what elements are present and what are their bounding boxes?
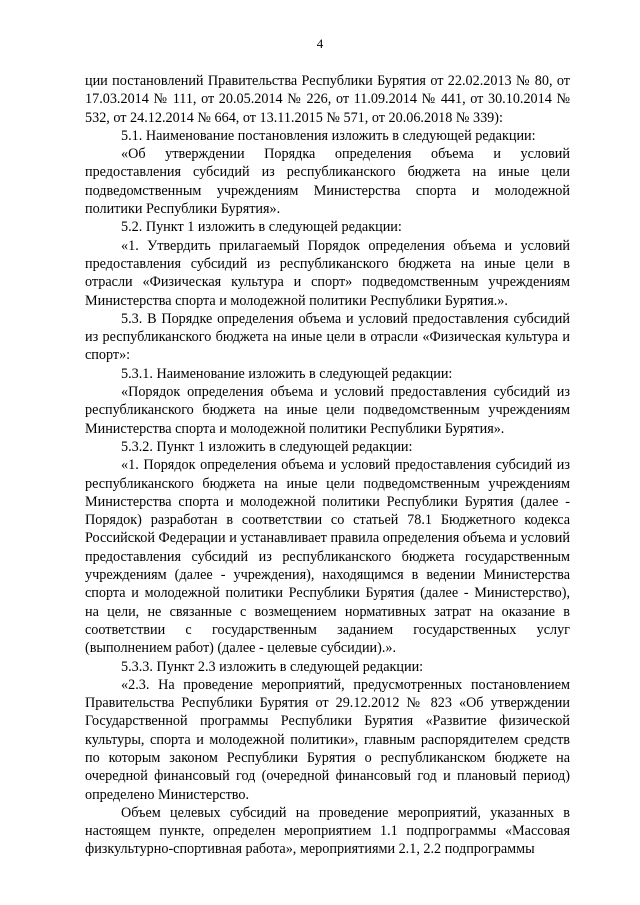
paragraph: 5.3.2. Пункт 1 изложить в следующей редакции: (121, 438, 413, 455)
paragraph: 5.1. Наименование постановления изложить в следующей редакции: (121, 127, 536, 144)
paragraph: «1. Порядок определения объема и условий предоставления субсидий из республиканского бюджета на иные цели подведомственным учреждениям Министерства спорта и молодежной политики Республики Бурятия (далее - Порядок) разработан в соответствии со статьей 78.1 Бюджетного кодекса Российской Федерации и устанавливает правила определения объема и условий предоставления субсидий из республиканского бюджета государственным учреждениям (далее - учреждения), находящимся в ведении Министерства спорта и молодежной политики Республики Бурятия (далее - Министерство), на цели, не связанные с возмещением нормативных затрат на оказание в соответствии с государственным заданием государственных услуг (выполнением работ) (далее - целевые субсидии).». (85, 457, 570, 657)
paragraph: 5.3.1. Наименование изложить в следующей редакции: (121, 365, 453, 382)
paragraph: 5.2. Пункт 1 изложить в следующей редакции: (121, 219, 402, 236)
paragraph: 5.3. В Порядке определения объема и условий предоставления субсидий из республиканского бюджета на иные цели в отрасли «Физическая культура и спорт»: (85, 310, 570, 364)
paragraph: «Об утверждении Порядка определения объема и условий предоставления субсидий из республиканского бюджета на иные цели подведомственным учреждениям Министерства спорта и молодежной политики Республики Бурятия». (85, 146, 570, 218)
paragraph: Объем целевых субсидий на проведение мероприятий, указанных в настоящем пункте, определен мероприятием 1.1 подпрограммы «Массовая физкультурно-спортивная работа», мероприятиями 2.1, 2.2 подпрограммы (85, 804, 570, 858)
paragraph: «2.3. На проведение мероприятий, предусмотренных постановлением Правительства Республики Бурятия от 29.12.2012 № 823 «Об утверждении Государственной программы Республики Бурятия «Развитие физической культуры, спорта и молодежной политики», главным распорядителем средств по которым законом Республики Бурятия о республиканском бюджете на очередной финансовый год (очередной финансовый год и плановый период) определено Министерство. (85, 676, 570, 803)
document-body (85, 72, 570, 859)
paragraph: «1. Утвердить прилагаемый Порядок определения объема и условий предоставления субсидий из республиканского бюджета на иные цели в отрасли «Физическая культура и спорт» подведомственным учреждениям Министерства спорта и молодежной политики Республики Бурятия.». (85, 237, 570, 309)
paragraph: 5.3.3. Пункт 2.3 изложить в следующей редакции: (121, 658, 424, 675)
page-number: 4 (316, 36, 324, 51)
paragraph: ции постановлений Правительства Республики Бурятия от 22.02.2013 № 80, от 17.03.2014 № 111, от 20.05.2014 № 226, от 11.09.2014 № 441, от 30.10.2014 № 532, от 24.12.2014 № 664, от 13.11.2015 № 571, от 20.06.2018 № 339): (85, 73, 570, 126)
paragraph: «Порядок определения объема и условий предоставления субсидий из республиканского бюджета на иные цели подведомственным учреждениям Министерства спорта и молодежной политики Республики Бурятия». (85, 384, 570, 437)
